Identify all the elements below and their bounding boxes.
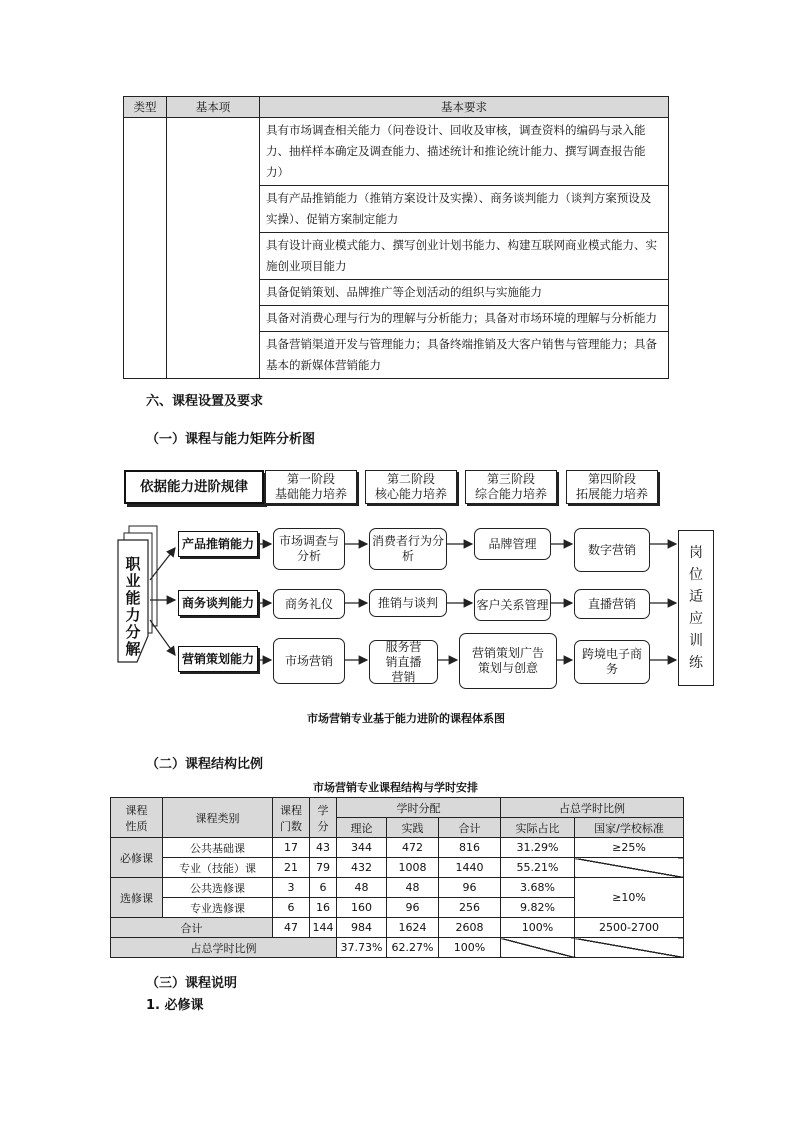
table-row xyxy=(111,918,684,938)
practice-cell: 62.27% xyxy=(387,938,439,958)
col-requirement-header: 基本要求 xyxy=(260,97,669,118)
practice-cell: 48 xyxy=(387,878,439,898)
header-ratio: 占总学时比例 xyxy=(501,798,684,818)
header-standard: 国家/学校标准 xyxy=(575,818,684,838)
stage-box xyxy=(365,470,457,504)
header-nature: 课程性质 xyxy=(111,798,163,838)
stage-label: 核心能力培养 xyxy=(374,487,447,501)
subsection-title: （一）课程与能力矩阵分析图 xyxy=(146,432,316,447)
requirement-cell: 具备促销策划、品牌推广等企划活动的组织与实施能力 xyxy=(260,280,669,306)
requirement-cell: 具有设计商业模式能力、撰写创业计划书能力、构建互联网商业模式能力、实施创业项目能力 xyxy=(260,233,669,280)
credit-cell: 16 xyxy=(310,898,337,918)
category-cell: 公共基础课 xyxy=(163,838,273,858)
course-box: 市场调查与分析 xyxy=(273,528,345,570)
ability-box: 商务谈判能力 xyxy=(178,590,258,616)
credit-cell: 144 xyxy=(310,918,337,938)
table-row xyxy=(111,838,684,858)
total-cell: 256 xyxy=(439,898,501,918)
standard-cell: 2500-2700 xyxy=(575,918,684,938)
stage-label: 拓展能力培养 xyxy=(575,487,648,501)
requirement-cell: 具有市场调查相关能力（问卷设计、回收及审核，调查资料的编码与录入能力、抽样样本确定及调查能力、描述统计和推论统计能力、撰写调查报告能力） xyxy=(260,118,669,186)
requirement-cell: 具备营销渠道开发与管理能力；具备终端推销及大客户销售与管理能力；具备基本的新媒体营销能力 xyxy=(260,332,669,379)
total-cell: 2608 xyxy=(439,918,501,938)
theory-cell: 432 xyxy=(337,858,387,878)
theory-cell: 37.73% xyxy=(337,938,387,958)
stage-label: 第四阶段 xyxy=(587,472,636,486)
stage-box xyxy=(465,470,557,504)
section-title: 六、课程设置及要求 xyxy=(146,394,264,409)
actual-cell: 31.29% xyxy=(501,838,575,858)
requirement-cell: 具备对消费心理与行为的理解与分析能力；具备对市场环境的理解与分析能力 xyxy=(260,306,669,332)
stage-label: 综合能力培养 xyxy=(474,487,547,501)
required-label: 必修课 xyxy=(111,838,163,878)
course-box: 品牌管理 xyxy=(474,528,551,560)
share-label: 占总学时比例 xyxy=(111,938,337,958)
course-box: 推销与谈判 xyxy=(369,589,447,617)
table-header-row xyxy=(111,798,684,818)
credit-cell: 43 xyxy=(310,838,337,858)
subsection-title: （二）课程结构比例 xyxy=(146,757,264,772)
header-theory: 理论 xyxy=(337,818,387,838)
course-box: 营销策划广告策划与创意 xyxy=(459,633,557,689)
count-cell: 17 xyxy=(273,838,310,858)
total-cell: 100% xyxy=(439,938,501,958)
course-box: 跨境电子商务 xyxy=(574,640,650,684)
table-row xyxy=(111,878,684,898)
count-cell: 21 xyxy=(273,858,310,878)
header-practice: 实践 xyxy=(387,818,439,838)
category-cell: 公共选修课 xyxy=(163,878,273,898)
col-item-header: 基本项 xyxy=(167,97,260,118)
header-category: 课程类别 xyxy=(163,798,273,838)
empty-diagonal-cell xyxy=(501,938,575,958)
actual-cell: 55.21% xyxy=(501,858,575,878)
header-count: 课程门数 xyxy=(273,798,310,838)
theory-cell: 48 xyxy=(337,878,387,898)
credit-cell: 6 xyxy=(310,878,337,898)
header-hours: 学时分配 xyxy=(337,798,501,818)
stage-box xyxy=(265,470,357,504)
category-cell: 专业（技能）课 xyxy=(163,858,273,878)
practice-cell: 472 xyxy=(387,838,439,858)
count-cell: 6 xyxy=(273,898,310,918)
course-structure-table xyxy=(110,797,684,958)
course-box: 客户关系管理 xyxy=(474,589,551,621)
count-cell: 3 xyxy=(273,878,310,898)
requirement-cell: 具有产品推销能力（推销方案设计及实操）、商务谈判能力（谈判方案预设及实操）、促销方案制定能力 xyxy=(260,186,669,233)
stage-box xyxy=(566,470,658,504)
table-row xyxy=(111,858,684,878)
theory-cell: 160 xyxy=(337,898,387,918)
job-training-box: 岗位适应训练 xyxy=(678,530,714,686)
actual-cell: 9.82% xyxy=(501,898,575,918)
stage-label: 第一阶段 xyxy=(286,472,335,486)
practice-cell: 1008 xyxy=(387,858,439,878)
actual-cell: 3.68% xyxy=(501,878,575,898)
standard-cell: ≥25% xyxy=(575,838,684,858)
course-box: 直播营销 xyxy=(574,589,650,619)
course-box: 市场营销 xyxy=(273,638,345,684)
empty-diagonal-cell xyxy=(575,858,684,878)
table-row xyxy=(111,938,684,958)
total-cell: 1440 xyxy=(439,858,501,878)
practice-cell: 1624 xyxy=(387,918,439,938)
ability-box: 产品推销能力 xyxy=(178,531,258,557)
count-cell: 47 xyxy=(273,918,310,938)
theory-cell: 984 xyxy=(337,918,387,938)
total-cell: 96 xyxy=(439,878,501,898)
header-total: 合计 xyxy=(439,818,501,838)
theory-cell: 344 xyxy=(337,838,387,858)
header-actual: 实际占比 xyxy=(501,818,575,838)
stage-label: 第二阶段 xyxy=(386,472,435,486)
ability-breakdown-label: 职业能力分解 xyxy=(125,555,141,658)
stage-label: 基础能力培养 xyxy=(274,487,347,501)
standard-cell: ≥10% xyxy=(575,878,684,918)
empty-diagonal-cell xyxy=(575,938,684,958)
course-box: 数字营销 xyxy=(574,528,650,572)
header-credit: 学分 xyxy=(310,798,337,838)
actual-cell: 100% xyxy=(501,918,575,938)
list-heading: 1. 必修课 xyxy=(146,998,204,1013)
total-cell: 816 xyxy=(439,838,501,858)
progression-rule-box: 依据能力进阶规律 xyxy=(124,470,264,504)
elective-label: 选修课 xyxy=(111,878,163,918)
table-title: 市场营销专业课程结构与学时安排 xyxy=(313,781,478,794)
diagram-caption: 市场营销专业基于能力进阶的课程体系图 xyxy=(307,712,505,725)
course-box: 服务营销直播营销 xyxy=(369,640,438,684)
sum-label: 合计 xyxy=(111,918,273,938)
credit-cell: 79 xyxy=(310,858,337,878)
practice-cell: 96 xyxy=(387,898,439,918)
ability-box: 营销策划能力 xyxy=(178,646,258,672)
subsection-title: （三）课程说明 xyxy=(146,976,238,991)
col-type-header: 类型 xyxy=(124,97,167,118)
category-cell: 专业选修课 xyxy=(163,898,273,918)
stage-label: 第三阶段 xyxy=(486,472,535,486)
course-box: 消费者行为分析 xyxy=(369,528,447,570)
course-box: 商务礼仪 xyxy=(273,589,345,619)
